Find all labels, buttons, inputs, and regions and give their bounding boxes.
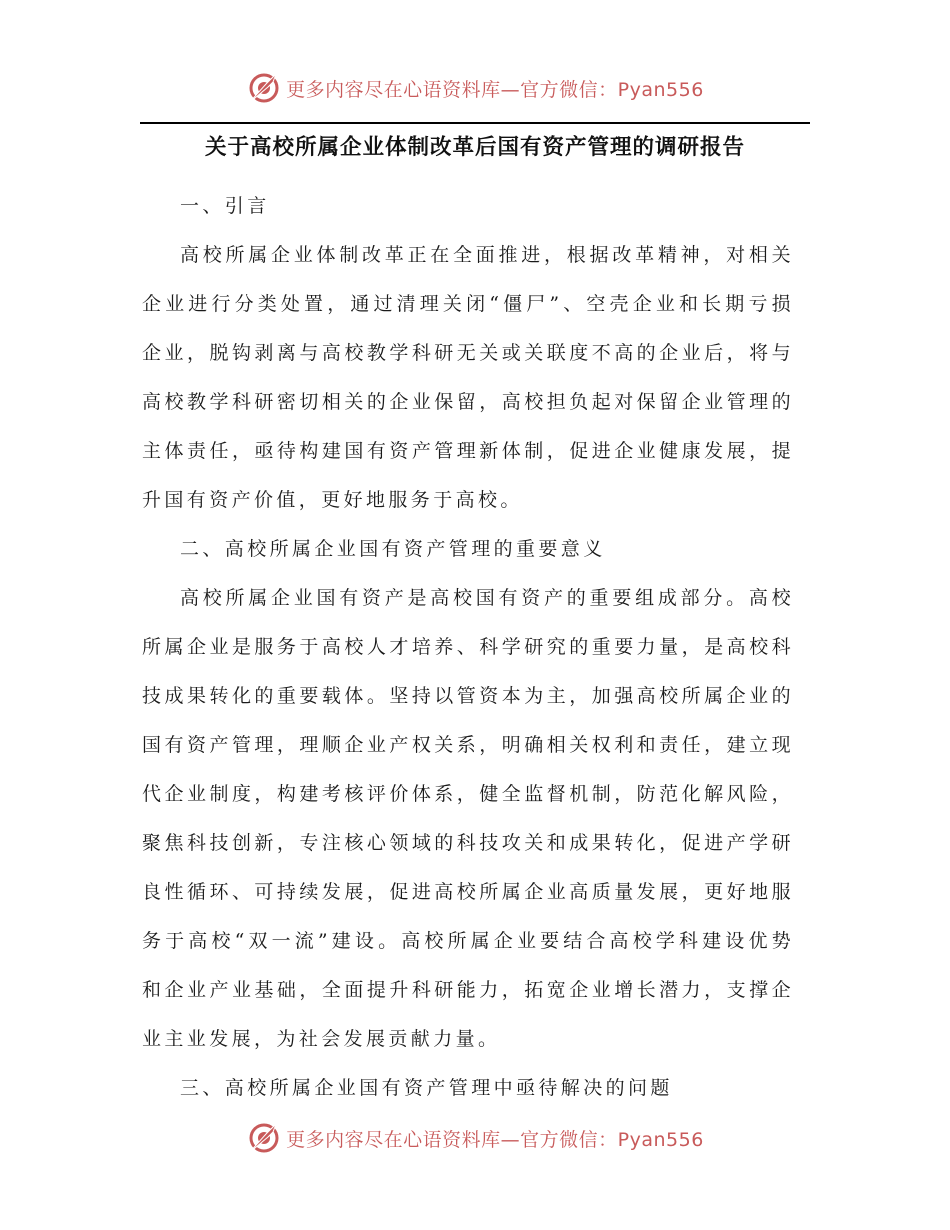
document-body [142,182,794,1113]
banner-text: 更多内容尽在心语资料库—官方微信：Pyan556 [286,1128,704,1151]
footer-banner [0,1118,950,1158]
header-rule [140,122,810,124]
header-banner [0,68,950,108]
paragraph: 高校所属企业体制改革正在全面推进，根据改革精神，对相关企业进行分类处置，通过清理关闭“僵尸”、空壳企业和长期亏损企业，脱钩剥离与高校教学科研无关或关联度不高的企业后，将与高校教学科研密切相关的企业保留，高校担负起对保留企业管理的主体责任，亟待构建国有资产管理新体制，促进企业健康发展，提升国有资产价值，更好地服务于高校。 [142,244,794,511]
quill-seal-icon [246,70,282,106]
quill-seal-icon [246,1120,282,1156]
section-heading-significance: 二、高校所属企业国有资产管理的重要意义 [180,538,606,560]
document-title: 关于高校所属企业体制改革后国有资产管理的调研报告 [204,135,745,160]
section-heading-intro: 一、引言 [180,195,270,217]
banner-text: 更多内容尽在心语资料库—官方微信：Pyan556 [286,78,704,101]
paragraph: 高校所属企业国有资产是高校国有资产的重要组成部分。高校所属企业是服务于高校人才培养、科学研究的重要力量，是高校科技成果转化的重要载体。坚持以管资本为主，加强高校所属企业的国有资产管理，理顺企业产权关系，明确相关权利和责任，建立现代企业制度，构建考核评价体系，健全监督机制，防范化解风险，聚焦科技创新，专注核心领域的科技攻关和成果转化，促进产学研良性循环、可持续发展，促进高校所属企业高质量发展，更好地服务于高校“双一流”建设。高校所属企业要结合高校学科建设优势和企业产业基础，全面提升科研能力，拓宽企业增长潜力，支撑企业主业发展，为社会发展贡献力量。 [142,587,794,1050]
section-heading-problems: 三、高校所属企业国有资产管理中亟待解决的问题 [180,1077,673,1099]
